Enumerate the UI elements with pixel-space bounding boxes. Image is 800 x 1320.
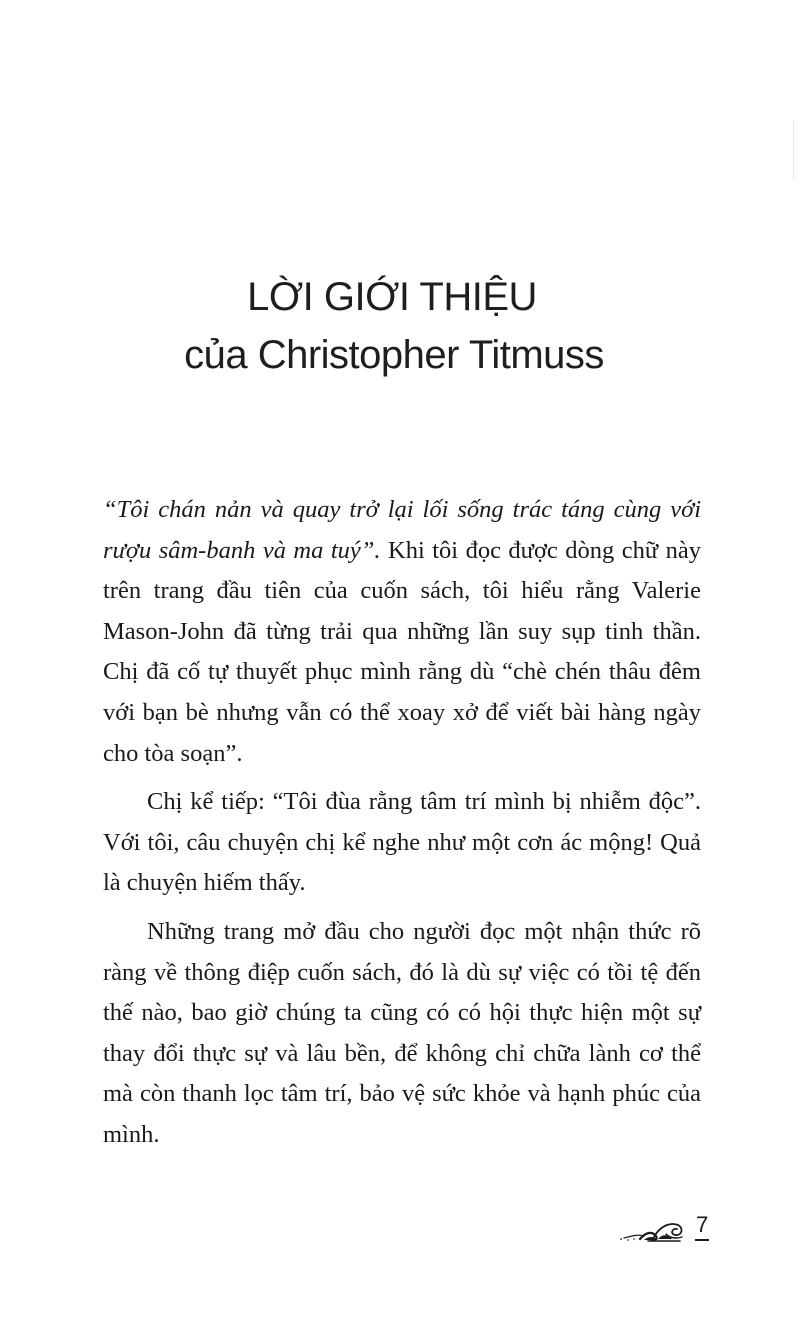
page-number: 7 [695,1212,709,1241]
decorative-flourish-icon [618,1214,696,1244]
page-edge-mark [793,120,794,180]
heading-title: LỜI GIỚI THIỆU [247,275,537,319]
paragraph-3: Những trang mở đầu cho người đọc một nhận thức rõ ràng về thông điệp cuốn sách, đó là dù sự việc có tồi tệ đến thế nào, bao giờ chúng ta cũng có có hội thực hiện một sự thay đổi thực sự và lâu bền, để không chỉ chữa lành cơ thể mà còn thanh lọc tâm trí, bảo vệ sức khỏe và hạnh phúc của mình. [103,917,701,1148]
paragraph-1-text: Khi tôi đọc được dòng chữ này trên trang đầu tiên của cuốn sách, tôi hiểu rằng Valerie Mason-John đã từng trải qua những lần suy sụp tinh thần. Chị đã cố tự thuyết phục mình rằng dù “chè chén thâu đêm với bạn bè nhưng vẫn có thể xoay xở để viết bài hàng ngày cho tòa soạn”. [103,536,702,767]
opening-quote: “Tôi chán nản và quay trở lại lối sống trác táng cùng với rượu sâm-banh và ma tuý”. [103,496,701,564]
body-text [103,490,701,1164]
page-footer [618,1212,718,1248]
heading-subtitle: của Christopher Titmuss [184,333,604,377]
paragraph-2: Chị kể tiếp: “Tôi đùa rằng tâm trí mình bị nhiễm độc”. Với tôi, câu chuyện chị kể nghe như một cơn ác mộng! Quả là chuyện hiếm thấy. [103,788,701,897]
paragraph-1 [103,490,701,774]
chapter-heading [0,268,800,384]
